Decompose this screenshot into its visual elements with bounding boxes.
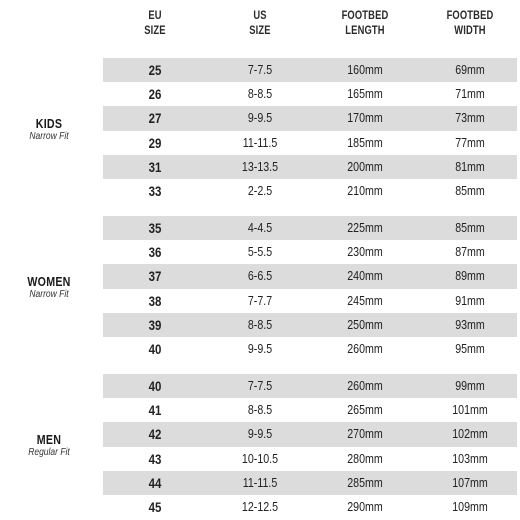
table-row — [103, 471, 517, 495]
us-size-cell: 6-6.5 — [247, 268, 273, 284]
table-row — [103, 337, 517, 361]
group-name: KIDS — [35, 115, 63, 131]
footbed-length-cell: 285mm — [347, 474, 383, 490]
footbed-width-cell: 99mm — [455, 378, 485, 393]
header-length-line2: LENGTH — [345, 23, 385, 37]
eu-size-cell: 40 — [148, 340, 162, 357]
us-size-cell: 8-8.5 — [247, 316, 273, 332]
group-fit: Narrow Fit — [29, 130, 69, 142]
footbed-width-cell: 103mm — [452, 450, 488, 466]
group-fit: Regular Fit — [28, 446, 70, 458]
header-footbed-length — [330, 8, 400, 38]
table-row — [103, 313, 517, 337]
eu-size-cell: 29 — [148, 134, 162, 151]
footbed-length-cell: 225mm — [347, 220, 383, 235]
us-size-cell: 9-9.5 — [247, 340, 273, 356]
us-size-cell: 9-9.5 — [247, 426, 273, 442]
footbed-width-cell: 101mm — [452, 402, 488, 418]
eu-size-cell: 26 — [148, 86, 162, 103]
eu-size-cell: 36 — [148, 244, 162, 261]
footbed-length-cell: 165mm — [347, 86, 383, 102]
footbed-width-cell: 87mm — [455, 244, 485, 260]
us-size-cell: 7-7.5 — [247, 62, 273, 77]
header-width-line1: FOOTBED — [446, 8, 494, 22]
table-header — [0, 8, 520, 54]
us-size-cell: 13-13.5 — [241, 158, 279, 174]
footbed-length-cell: 250mm — [347, 316, 383, 332]
header-length-line1: FOOTBED — [341, 8, 389, 22]
footbed-width-cell: 93mm — [455, 316, 485, 332]
group-rows — [103, 216, 517, 361]
footbed-width-cell: 85mm — [455, 220, 485, 235]
group-label — [0, 116, 98, 143]
header-us-line1: US — [253, 8, 267, 22]
footbed-width-cell: 91mm — [455, 292, 485, 308]
header-eu-size — [120, 8, 190, 38]
table-row — [103, 155, 517, 179]
footbed-length-cell: 290mm — [347, 498, 383, 514]
eu-size-cell: 25 — [148, 62, 162, 78]
footbed-length-cell: 210mm — [347, 182, 383, 198]
header-us-line2: SIZE — [249, 23, 271, 37]
us-size-cell: 11-11.5 — [242, 474, 278, 490]
footbed-length-cell: 265mm — [347, 402, 383, 418]
size-group-kids — [0, 58, 520, 203]
table-row — [103, 264, 517, 288]
us-size-cell: 9-9.5 — [247, 110, 273, 126]
table-row — [103, 422, 517, 446]
footbed-length-cell: 230mm — [347, 244, 383, 260]
footbed-length-cell: 260mm — [347, 340, 383, 356]
eu-size-cell: 27 — [148, 110, 162, 127]
table-row — [103, 240, 517, 264]
us-size-cell: 8-8.5 — [247, 402, 273, 418]
footbed-length-cell: 200mm — [347, 158, 383, 174]
header-us-size — [225, 8, 295, 38]
us-size-cell: 7-7.7 — [247, 292, 273, 308]
footbed-length-cell: 245mm — [347, 292, 383, 308]
eu-size-cell: 41 — [148, 402, 162, 419]
eu-size-cell: 44 — [148, 474, 162, 491]
footbed-width-cell: 95mm — [455, 340, 485, 356]
footbed-length-cell: 240mm — [347, 268, 383, 284]
footbed-length-cell: 160mm — [347, 62, 383, 77]
footbed-length-cell: 270mm — [347, 426, 383, 442]
table-row — [103, 398, 517, 422]
table-row — [103, 106, 517, 130]
table-row — [103, 82, 517, 106]
eu-size-cell: 39 — [148, 316, 162, 333]
eu-size-cell: 33 — [148, 182, 162, 199]
footbed-width-cell: 109mm — [452, 498, 488, 514]
table-row — [103, 179, 517, 203]
header-eu-line2: SIZE — [144, 23, 166, 37]
footbed-length-cell: 260mm — [347, 378, 383, 393]
footbed-width-cell: 69mm — [455, 62, 485, 77]
group-label — [0, 274, 98, 301]
footbed-length-cell: 170mm — [347, 110, 383, 126]
eu-size-cell: 37 — [148, 268, 162, 285]
eu-size-cell: 35 — [148, 220, 162, 236]
table-row — [103, 289, 517, 313]
us-size-cell: 4-4.5 — [247, 220, 273, 235]
eu-size-cell: 42 — [148, 426, 162, 443]
table-row — [103, 374, 517, 398]
eu-size-cell: 43 — [148, 450, 162, 467]
footbed-length-cell: 185mm — [347, 134, 383, 150]
footbed-width-cell: 81mm — [455, 158, 485, 174]
header-eu-line1: EU — [148, 8, 162, 22]
footbed-width-cell: 85mm — [455, 182, 485, 198]
footbed-width-cell: 73mm — [455, 110, 485, 126]
table-row — [103, 131, 517, 155]
footbed-width-cell: 102mm — [452, 426, 488, 442]
eu-size-cell: 31 — [148, 158, 162, 175]
group-label — [0, 432, 98, 459]
us-size-cell: 11-11.5 — [242, 134, 278, 150]
us-size-cell: 12-12.5 — [241, 498, 279, 514]
group-name: MEN — [36, 431, 62, 447]
table-row — [103, 216, 517, 240]
us-size-cell: 8-8.5 — [247, 86, 273, 102]
footbed-width-cell: 107mm — [452, 474, 488, 490]
group-name: WOMEN — [27, 273, 71, 289]
us-size-cell: 2-2.5 — [247, 182, 273, 198]
size-group-women — [0, 216, 520, 361]
group-rows — [103, 58, 517, 203]
footbed-width-cell: 71mm — [455, 86, 485, 102]
eu-size-cell: 38 — [148, 292, 162, 309]
header-width-line2: WIDTH — [454, 23, 486, 37]
footbed-width-cell: 77mm — [455, 134, 485, 150]
size-group-men — [0, 374, 520, 519]
group-rows — [103, 374, 517, 519]
us-size-cell: 7-7.5 — [247, 378, 273, 393]
footbed-length-cell: 280mm — [347, 450, 383, 466]
us-size-cell: 5-5.5 — [247, 244, 273, 260]
us-size-cell: 10-10.5 — [241, 450, 279, 466]
header-footbed-width — [435, 8, 505, 38]
table-row — [103, 447, 517, 471]
table-row — [103, 58, 517, 82]
footbed-width-cell: 89mm — [455, 268, 485, 284]
table-row — [103, 495, 517, 519]
group-fit: Narrow Fit — [29, 288, 69, 300]
eu-size-cell: 40 — [148, 378, 162, 394]
eu-size-cell: 45 — [148, 498, 162, 515]
